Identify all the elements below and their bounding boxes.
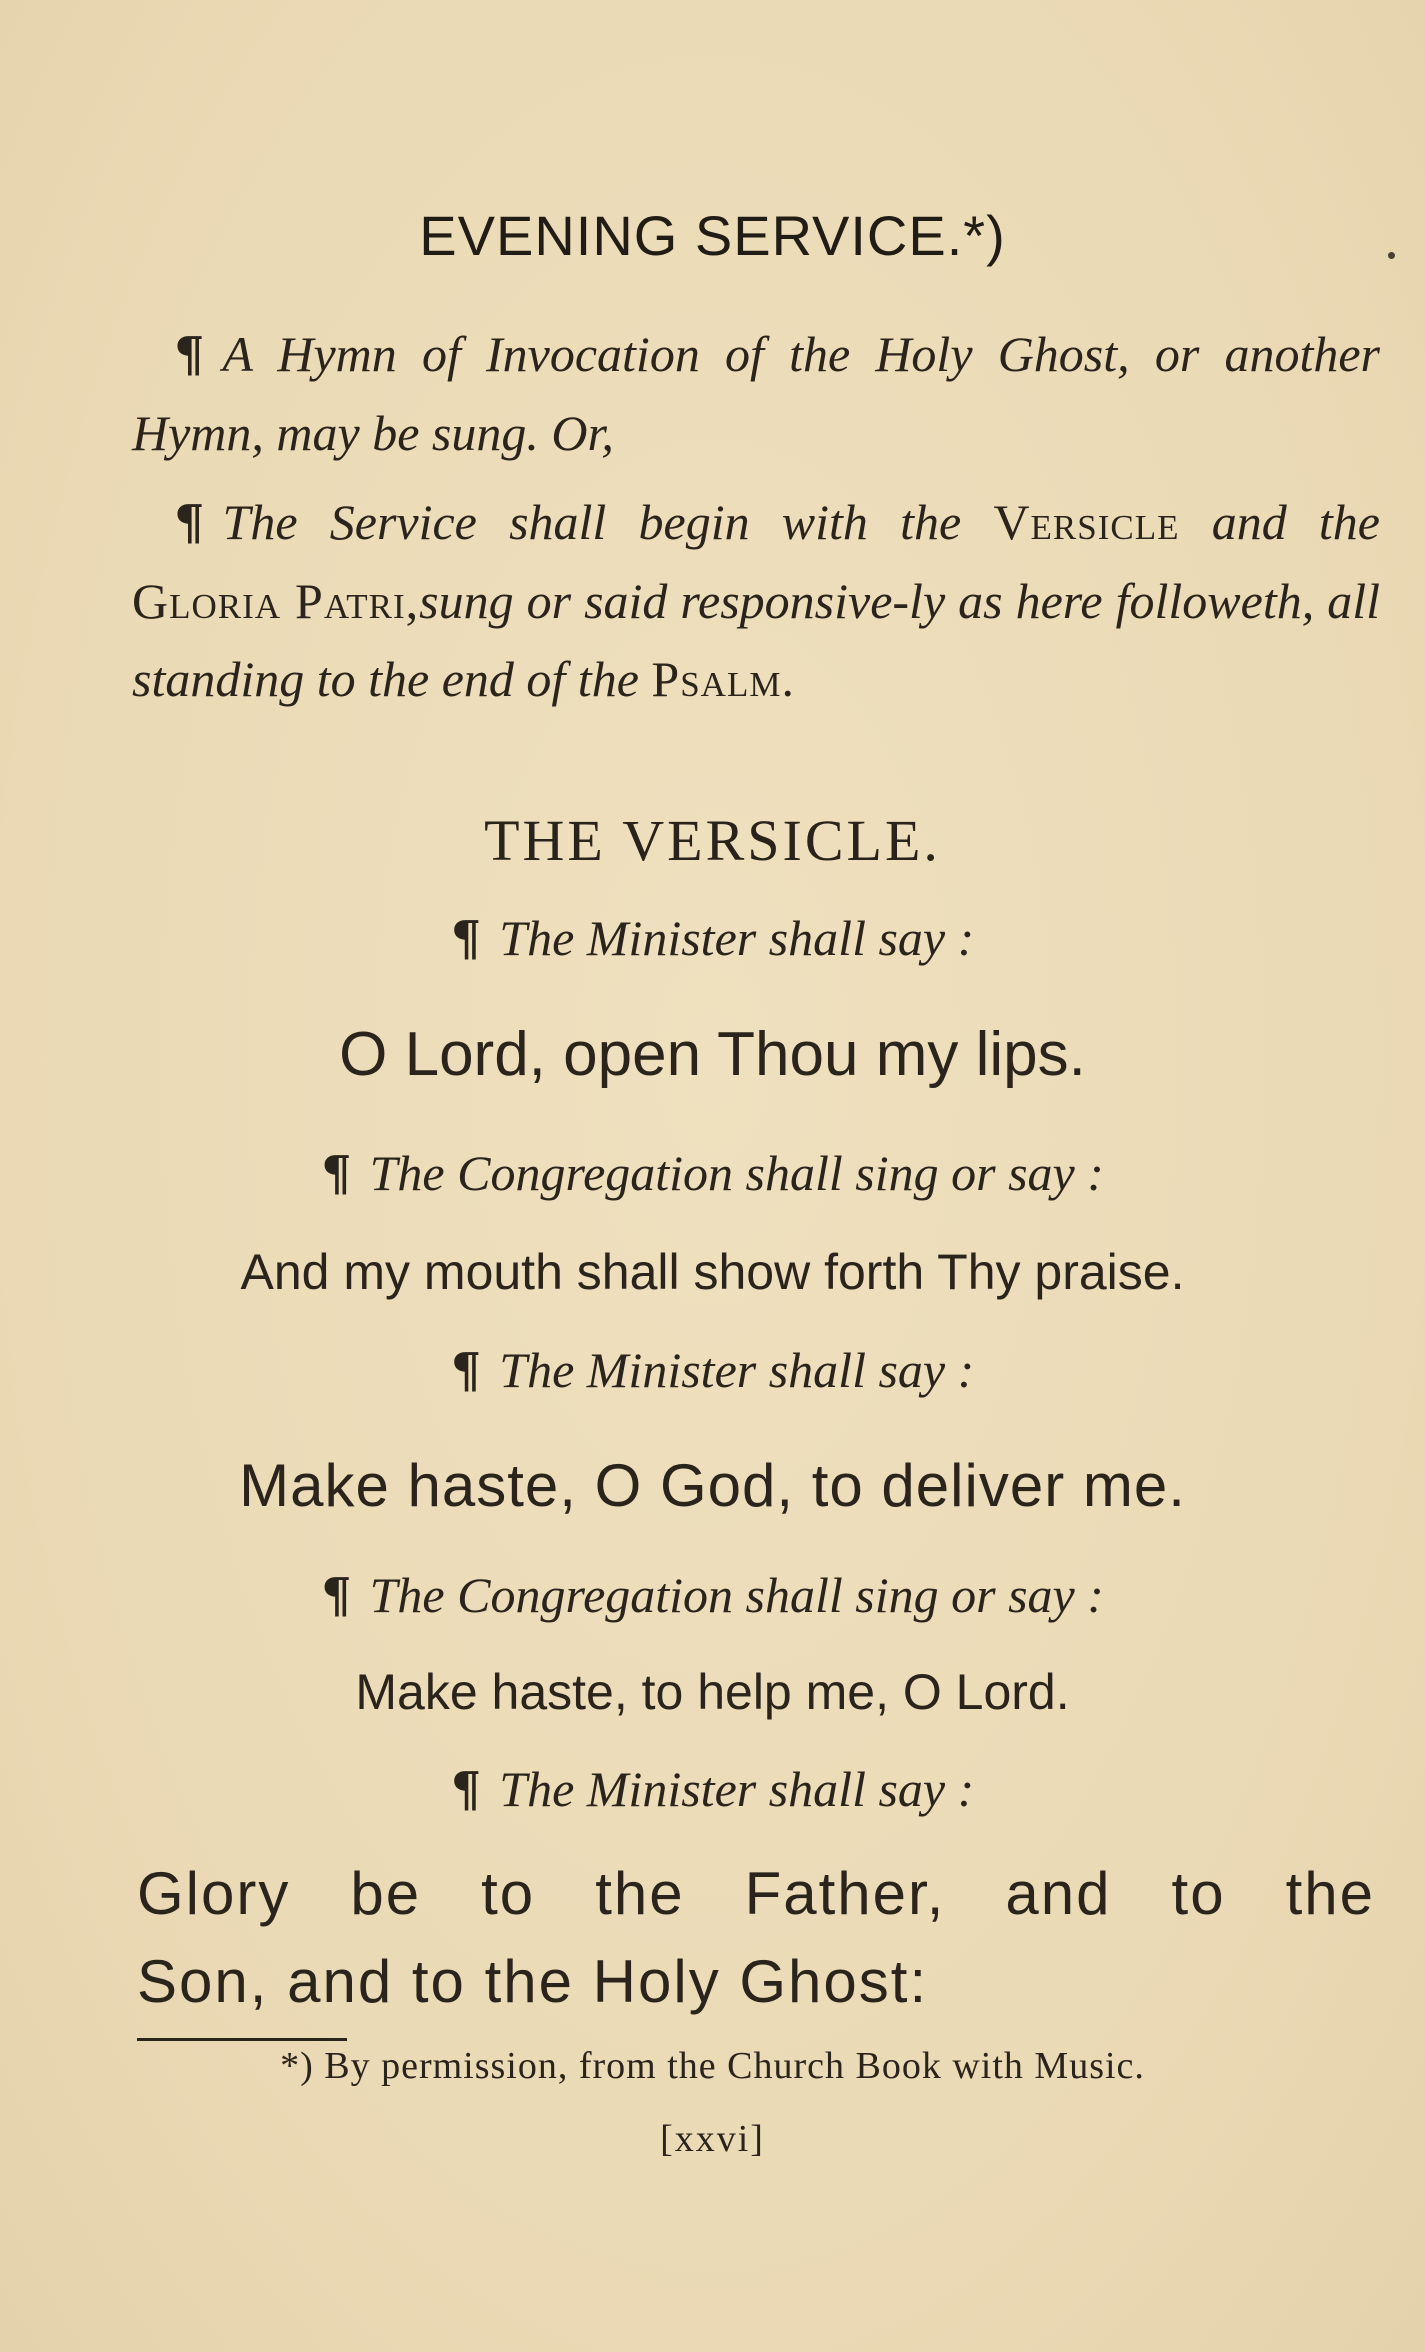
rubric-minister — [0, 1342, 1425, 1399]
pilcrow-icon: ¶ — [450, 1343, 482, 1399]
rubric-minister — [0, 910, 1425, 967]
page-number: [xxvi] — [660, 2118, 765, 2160]
rubric-text: The Minister shall say : — [499, 1342, 975, 1398]
pilcrow-icon: ¶ — [450, 1762, 482, 1818]
ink-speck — [1388, 252, 1395, 259]
rubric-text: The Minister shall say : — [499, 1761, 975, 1817]
rubric-congregation — [0, 1145, 1425, 1202]
rubric-service-part3: sung or said responsive-ly as here followeth, all standing to the end of the — [132, 573, 1381, 707]
rubric-congregation — [0, 1567, 1425, 1624]
gloria-line-1: Glory be to the Father, and to the — [137, 1860, 1375, 1927]
rubric-service-part1: The Service shall begin with the — [222, 494, 962, 550]
rubric-text: The Congregation shall sing or say : — [369, 1145, 1104, 1201]
pilcrow-icon: ¶ — [450, 911, 482, 967]
page-title: EVENING SERVICE.*) — [419, 204, 1006, 267]
section-heading: THE VERSICLE. — [484, 808, 941, 873]
rubric-psalm-word: Psalm. — [651, 651, 795, 707]
footnote: *) By permission, from the Church Book with Music. — [280, 2045, 1145, 2087]
rubric-gloria-word: Gloria Patri, — [132, 573, 420, 629]
rubric-minister — [0, 1761, 1425, 1818]
pilcrow-icon: ¶ — [321, 1146, 352, 1202]
rubric-versicle-word: Versicle — [993, 494, 1180, 550]
pilcrow-icon: ¶ — [174, 327, 205, 383]
opening-rubric-service — [132, 483, 1380, 718]
pilcrow-icon: ¶ — [321, 1568, 352, 1624]
rubric-text: The Minister shall say : — [499, 910, 975, 966]
versicle-line: O Lord, open Thou my lips. — [339, 1020, 1086, 1089]
pilcrow-icon: ¶ — [174, 495, 205, 551]
rubric-text: The Congregation shall sing or say : — [369, 1567, 1104, 1623]
rubric-service-part2: and the — [1211, 494, 1380, 550]
rubric-hymn-text: A Hymn of Invocation of the Holy Ghost, or another Hymn, may be sung. Or, — [132, 326, 1380, 461]
versicle-line: Make haste, O God, to deliver me. — [239, 1452, 1186, 1519]
footnote-rule — [137, 2038, 347, 2041]
response-line: Make haste, to help me, O Lord. — [355, 1664, 1070, 1720]
response-line: And my mouth shall show forth Thy praise. — [240, 1244, 1185, 1300]
gloria-line-2: Son, and to the Holy Ghost: — [137, 1948, 929, 2015]
opening-rubric-hymn — [132, 315, 1380, 472]
